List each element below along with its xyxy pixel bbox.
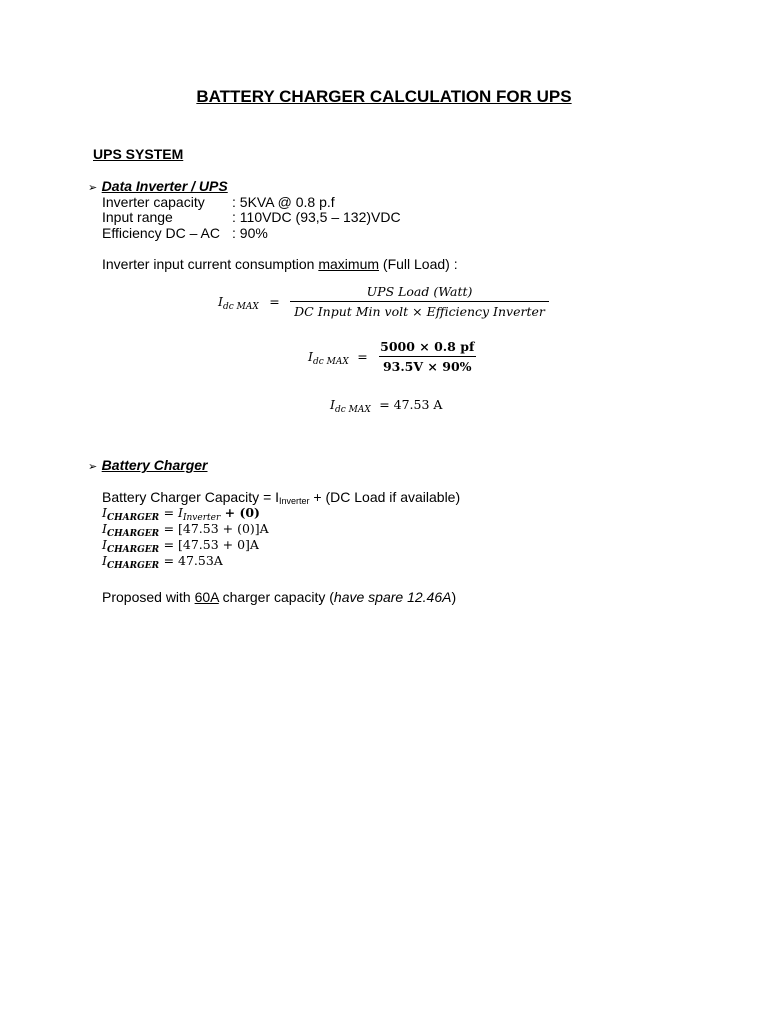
eq2-fraction [376,339,478,374]
battery-charger-heading: Battery Charger [101,457,208,473]
spec-value: : 5KVA @ 0.8 p.f [232,194,335,210]
capacity-post: + (DC Load if available) [309,489,461,505]
spec-value: : 90% [232,225,268,241]
proposed-pre: Proposed with [102,589,195,605]
proposed-text [102,589,456,605]
eq2-equals: = [357,348,368,364]
spec-label: Efficiency DC – AC [102,225,221,241]
charger-line: $I_{CHARGER} = 47.53A$ [102,553,223,571]
equation-2 [308,339,478,374]
spec-label: Inverter capacity [102,194,205,210]
page-title: BATTERY CHARGER CALCULATION FOR UPS [196,87,572,106]
proposed-spare: have spare 12.46A [333,589,452,605]
equation-1 [218,284,549,319]
consumption-pre: Inverter input current consumption [102,256,319,272]
eq3-lhs: $I_{dc MAX}$ [330,397,371,415]
eq1-denominator: DC Input Min volt × Efficiency Inverter [290,301,549,319]
proposed-post: ) [451,589,457,605]
spec-label: Input range [102,209,173,225]
section-heading-ups-system: UPS SYSTEM [93,146,184,162]
spec-row [102,194,335,210]
capacity-sub: Inverter [279,496,310,506]
proposed-mid: charger capacity ( [218,589,334,605]
eq1-lhs: $I_{dc MAX}$ [218,293,259,312]
eq1-fraction [290,284,549,319]
eq2-denominator: 93.5V × 90% [379,356,476,374]
eq2-numerator: 5000 × 0.8 pf [380,339,475,354]
eq1-numerator: UPS Load (Watt) [366,284,473,299]
eq3-result: = 47.53 A [379,397,443,412]
spec-row [102,225,268,241]
charger-line: $I_{CHARGER} = [47.53 + 0]A$ [102,537,259,555]
bullet-arrow-icon: ➢ [88,461,98,473]
consumption-text [102,256,458,272]
consumption-post: (Full Load) : [379,256,458,272]
equation-3 [330,396,442,415]
charger-line: $I_{CHARGER} = I_{Inverter} + (0)$ [102,505,260,523]
spec-value: : 110VDC (93,5 – 132)VDC [232,209,401,225]
charger-line: $I_{CHARGER} = [47.53 + (0)]A$ [102,521,269,539]
spec-row [102,209,401,225]
battery-charger-heading-row [88,457,208,475]
consumption-maximum: maximum [318,256,380,272]
bullet-arrow-icon: ➢ [88,182,98,194]
data-inverter-heading: Data Inverter / UPS [101,178,228,194]
capacity-pre: Battery Charger Capacity = I [102,489,280,505]
eq1-equals: = [269,293,280,309]
eq2-lhs: $I_{dc MAX}$ [308,348,349,367]
proposed-capacity: 60A [194,589,219,605]
